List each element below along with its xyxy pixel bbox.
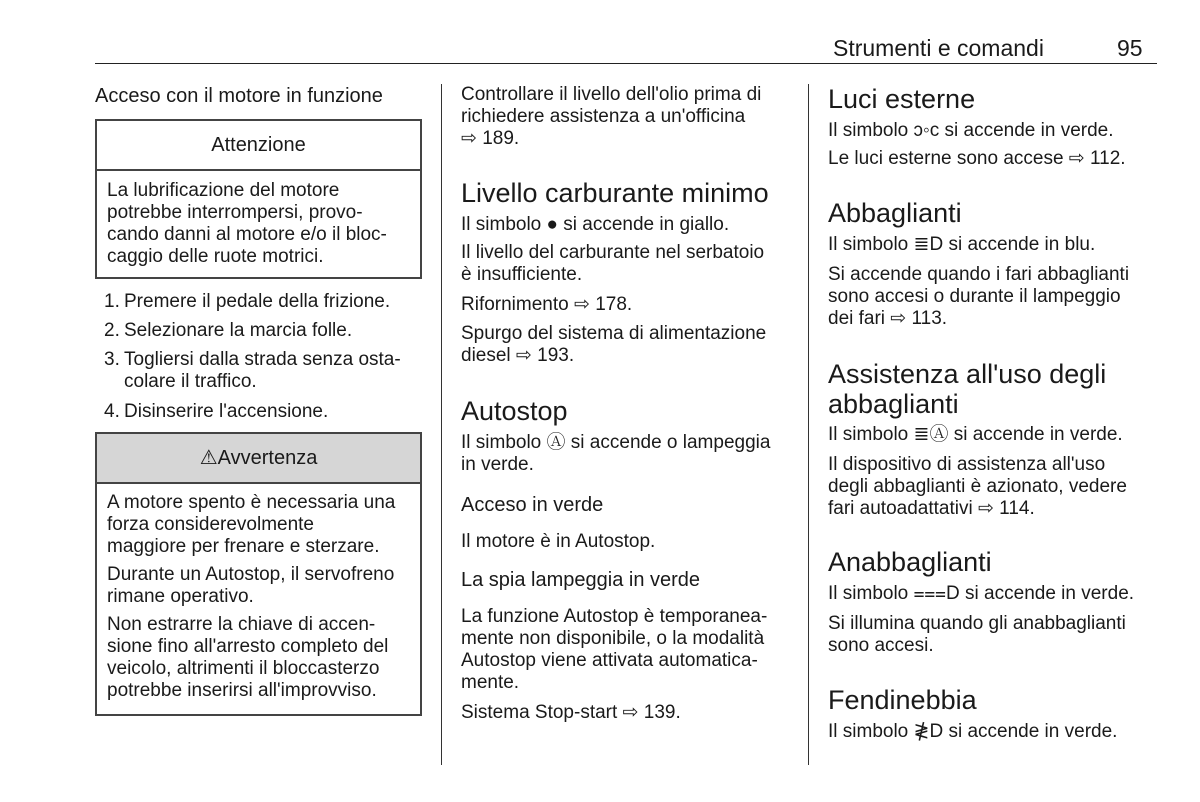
text-line: Si illumina quando gli anabbaglianti (828, 613, 1126, 634)
warning-line: sione fino all'arresto completo del (107, 636, 389, 657)
warning-line: A motore spento è necessaria una (107, 492, 396, 513)
text-line: sono accesi o durante il lampeggio (828, 286, 1121, 307)
step-text: Disinserire l'accensione. (124, 401, 329, 422)
diesel-purge-text (461, 323, 766, 367)
heading-line: abbaglianti (828, 389, 959, 419)
step-number: 4. (104, 401, 120, 422)
heading-line: Assistenza all'uso degli (828, 359, 1107, 389)
step-text: colare il traffico. (124, 371, 257, 392)
warning-box (95, 432, 422, 716)
text-line: in verde. (461, 454, 534, 475)
green-on-heading: Acceso in verde (461, 494, 604, 516)
attention-title: Attenzione (97, 121, 420, 171)
header-rule (95, 63, 1157, 64)
warning-title: Avvertenza (217, 447, 318, 469)
step-text: Togliersi dalla strada senza osta- (124, 349, 401, 370)
autostop-symbol-text (461, 432, 770, 476)
blinking-heading: La spia lampeggia in verde (461, 569, 701, 591)
attention-line: potrebbe interrompersi, provo- (107, 202, 363, 223)
text-line: richiedere assistenza a un'officina (461, 106, 746, 127)
warning-text (107, 492, 412, 708)
blinking-text (461, 606, 767, 694)
step-number: 2. (104, 320, 120, 341)
autostop-heading: Autostop (461, 396, 568, 426)
low-beam-text (828, 613, 1126, 657)
attention-line: caggio delle ruote motrici. (107, 246, 324, 267)
page-number: 95 (1117, 35, 1143, 61)
stop-start-reference: Sistema Stop-start ⇨ 139. (461, 702, 681, 723)
refuel-reference: Rifornimento ⇨ 178. (461, 294, 633, 315)
green-on-text: Il motore è in Autostop. (461, 531, 656, 552)
column-divider-1 (441, 84, 442, 765)
text-line: La funzione Autostop è temporanea- (461, 606, 768, 627)
fuel-level-text (461, 242, 764, 286)
engine-running-heading: Acceso con il motore in funzione (95, 85, 383, 107)
exterior-lights-heading: Luci esterne (828, 84, 976, 114)
low-beam-symbol-text: Il simbolo ⩶D si accende in verde. (828, 583, 1135, 604)
fog-lights-heading: Fendinebbia (828, 685, 977, 715)
column-divider-2 (808, 84, 809, 765)
text-line: Autostop viene attivata automatica- (461, 650, 758, 671)
step-text: Selezionare la marcia folle. (124, 320, 353, 341)
step-number: 1. (104, 291, 120, 312)
assist-text (828, 454, 1127, 520)
text-line: Il simbolo Ⓐ si accende o lampeggia (461, 432, 771, 453)
oil-check-paragraph (461, 84, 761, 150)
section-title: Strumenti e comandi (833, 35, 1044, 61)
high-beam-symbol-text: Il simbolo ≣D si accende in blu. (828, 234, 1096, 255)
text-line: fari autoadattativi ⇨ 114. (828, 498, 1035, 519)
assist-symbol-text: Il simbolo ≣Ⓐ si accende in verde. (828, 424, 1123, 445)
step-number: 3. (104, 349, 120, 370)
page-reference: ⇨ 189. (461, 128, 520, 149)
text-line: mente non disponibile, o la modalità (461, 628, 765, 649)
warning-line: Durante un Autostop, il servofreno (107, 564, 395, 585)
text-line: Il dispositivo di assistenza all'uso (828, 454, 1106, 475)
text-line: Spurgo del sistema di alimentazione (461, 323, 767, 344)
attention-line: La lubrificazione del motore (107, 180, 340, 201)
high-beam-heading: Abbaglianti (828, 198, 962, 228)
fuel-heading: Livello carburante minimo (461, 178, 769, 208)
attention-box (95, 119, 422, 279)
warning-line: Non estrarre la chiave di accen- (107, 614, 376, 635)
warning-line: veicolo, altrimenti il bloccasterzo (107, 658, 380, 679)
fog-lights-symbol-text: Il simbolo ≹D si accende in verde. (828, 721, 1118, 742)
text-line: è insufficiente. (461, 264, 583, 285)
warning-icon: ⚠ (199, 447, 218, 469)
high-beam-assist-heading (828, 359, 1106, 419)
warning-line: maggiore per frenare e sterzare. (107, 536, 380, 557)
warning-line: forza considerevolmente (107, 514, 314, 535)
text-line: dei fari ⇨ 113. (828, 308, 948, 329)
step-text: Premere il pedale della frizione. (124, 291, 391, 312)
list-item (104, 320, 352, 342)
warning-line: rimane operativo. (107, 586, 254, 607)
warning-line: potrebbe inserirsi all'improvviso. (107, 680, 377, 701)
warning-header (97, 434, 420, 484)
list-item (104, 291, 390, 313)
text-line: sono accesi. (828, 635, 934, 656)
text-line: mente. (461, 672, 520, 693)
text-line: Controllare il livello dell'olio prima di (461, 84, 762, 105)
list-item (104, 349, 401, 393)
text-line: Si accende quando i fari abbaglianti (828, 264, 1130, 285)
high-beam-text (828, 264, 1129, 330)
list-item (104, 401, 328, 423)
attention-text (107, 180, 412, 274)
exterior-lights-reference: Le luci esterne sono accese ⇨ 112. (828, 148, 1126, 169)
text-line: Il livello del carburante nel serbatoio (461, 242, 765, 263)
exterior-lights-symbol-text: Il simbolo ᴐ◦ᴄ si accende in verde. (828, 120, 1114, 141)
fuel-symbol-text: Il simbolo ● si accende in giallo. (461, 214, 730, 235)
text-line: diesel ⇨ 193. (461, 345, 575, 366)
attention-line: cando danni al motore e/o il bloc- (107, 224, 387, 245)
text-line: degli abbaglianti è azionato, vedere (828, 476, 1127, 497)
low-beam-heading: Anabbaglianti (828, 547, 992, 577)
